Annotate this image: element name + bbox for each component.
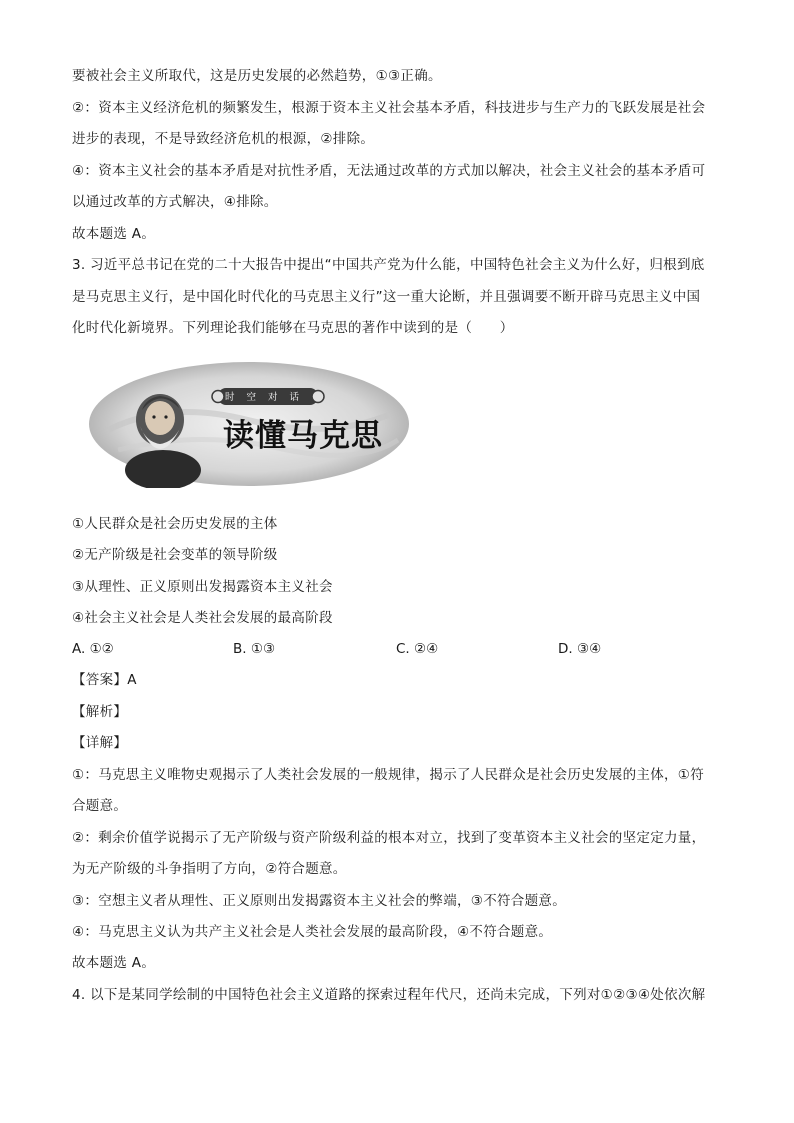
banner-tag-badge bbox=[212, 388, 324, 405]
text-line: 以通过改革的方式解决，④排除。 bbox=[72, 194, 278, 210]
text-line: 进步的表现，不是导致经济危机的根源，②排除。 bbox=[72, 131, 375, 147]
statement-item: ③从理性、正义原则出发揭露资本主义社会 bbox=[72, 579, 333, 595]
question-3-text: 是马克思主义行，是中国化时代化的马克思主义行”这一重大论断，并且强调要不断开辟马克思主义中国 bbox=[72, 289, 701, 305]
option-b: B. ①③ bbox=[233, 641, 276, 657]
text-line: ②：资本主义经济危机的频繁发生，根源于资本主义社会基本矛盾，科技进步与生产力的飞跃发展是社会 bbox=[72, 100, 706, 116]
question-4-text: 4. 以下是某同学绘制的中国特色社会主义道路的探索过程年代尺，还尚未完成，下列对①②③④处依次解 bbox=[72, 987, 706, 1003]
question-3-text: 化时代化新境界。下列理论我们能够在马克思的著作中读到的是（ ） bbox=[72, 320, 514, 336]
answer-line: 【答案】A bbox=[72, 672, 137, 688]
option-c: C. ②④ bbox=[396, 641, 439, 657]
text-line: 要被社会主义所取代，这是历史发展的必然趋势，①③正确。 bbox=[72, 68, 442, 84]
explanation-line: 为无产阶级的斗争指明了方向，②符合题意。 bbox=[72, 861, 347, 877]
statement-item: ②无产阶级是社会变革的领导阶级 bbox=[72, 547, 278, 563]
banner-title: 读懂马克思 bbox=[223, 418, 383, 454]
banner-tag-text: 时空对话 bbox=[224, 392, 312, 403]
explanation-line: ④：马克思主义认为共产主义社会是人类社会发展的最高阶段，④不符合题意。 bbox=[72, 924, 553, 940]
explanation-line: 故本题选 A。 bbox=[72, 955, 156, 971]
statement-item: ④社会主义社会是人类社会发展的最高阶段 bbox=[72, 610, 333, 626]
text-line: ④：资本主义社会的基本矛盾是对抗性矛盾，无法通过改革的方式加以解决，社会主义社会的基本矛盾可 bbox=[72, 163, 706, 179]
analysis-label: 【解析】 bbox=[72, 704, 128, 720]
detail-label: 【详解】 bbox=[72, 735, 128, 751]
explanation-line: 合题意。 bbox=[72, 798, 128, 814]
marx-banner-image bbox=[88, 360, 410, 488]
explanation-line: ③：空想主义者从理性、正义原则出发揭露资本主义社会的弊端，③不符合题意。 bbox=[72, 893, 567, 909]
text-line: 故本题选 A。 bbox=[72, 226, 156, 242]
question-3-text: 3. 习近平总书记在党的二十大报告中提出“中国共产党为什么能，中国特色社会主义为什么好，归根到底 bbox=[72, 257, 705, 273]
explanation-line: ②：剩余价值学说揭示了无产阶级与资产阶级利益的根本对立，找到了变革资本主义社会的坚定定力量， bbox=[72, 830, 706, 846]
option-d: D. ③④ bbox=[558, 641, 602, 657]
statement-item: ①人民群众是社会历史发展的主体 bbox=[72, 516, 278, 532]
explanation-line: ①：马克思主义唯物史观揭示了人类社会发展的一般规律，揭示了人民群众是社会历史发展的主体，①符 bbox=[72, 767, 705, 783]
option-a: A. ①② bbox=[72, 641, 114, 657]
